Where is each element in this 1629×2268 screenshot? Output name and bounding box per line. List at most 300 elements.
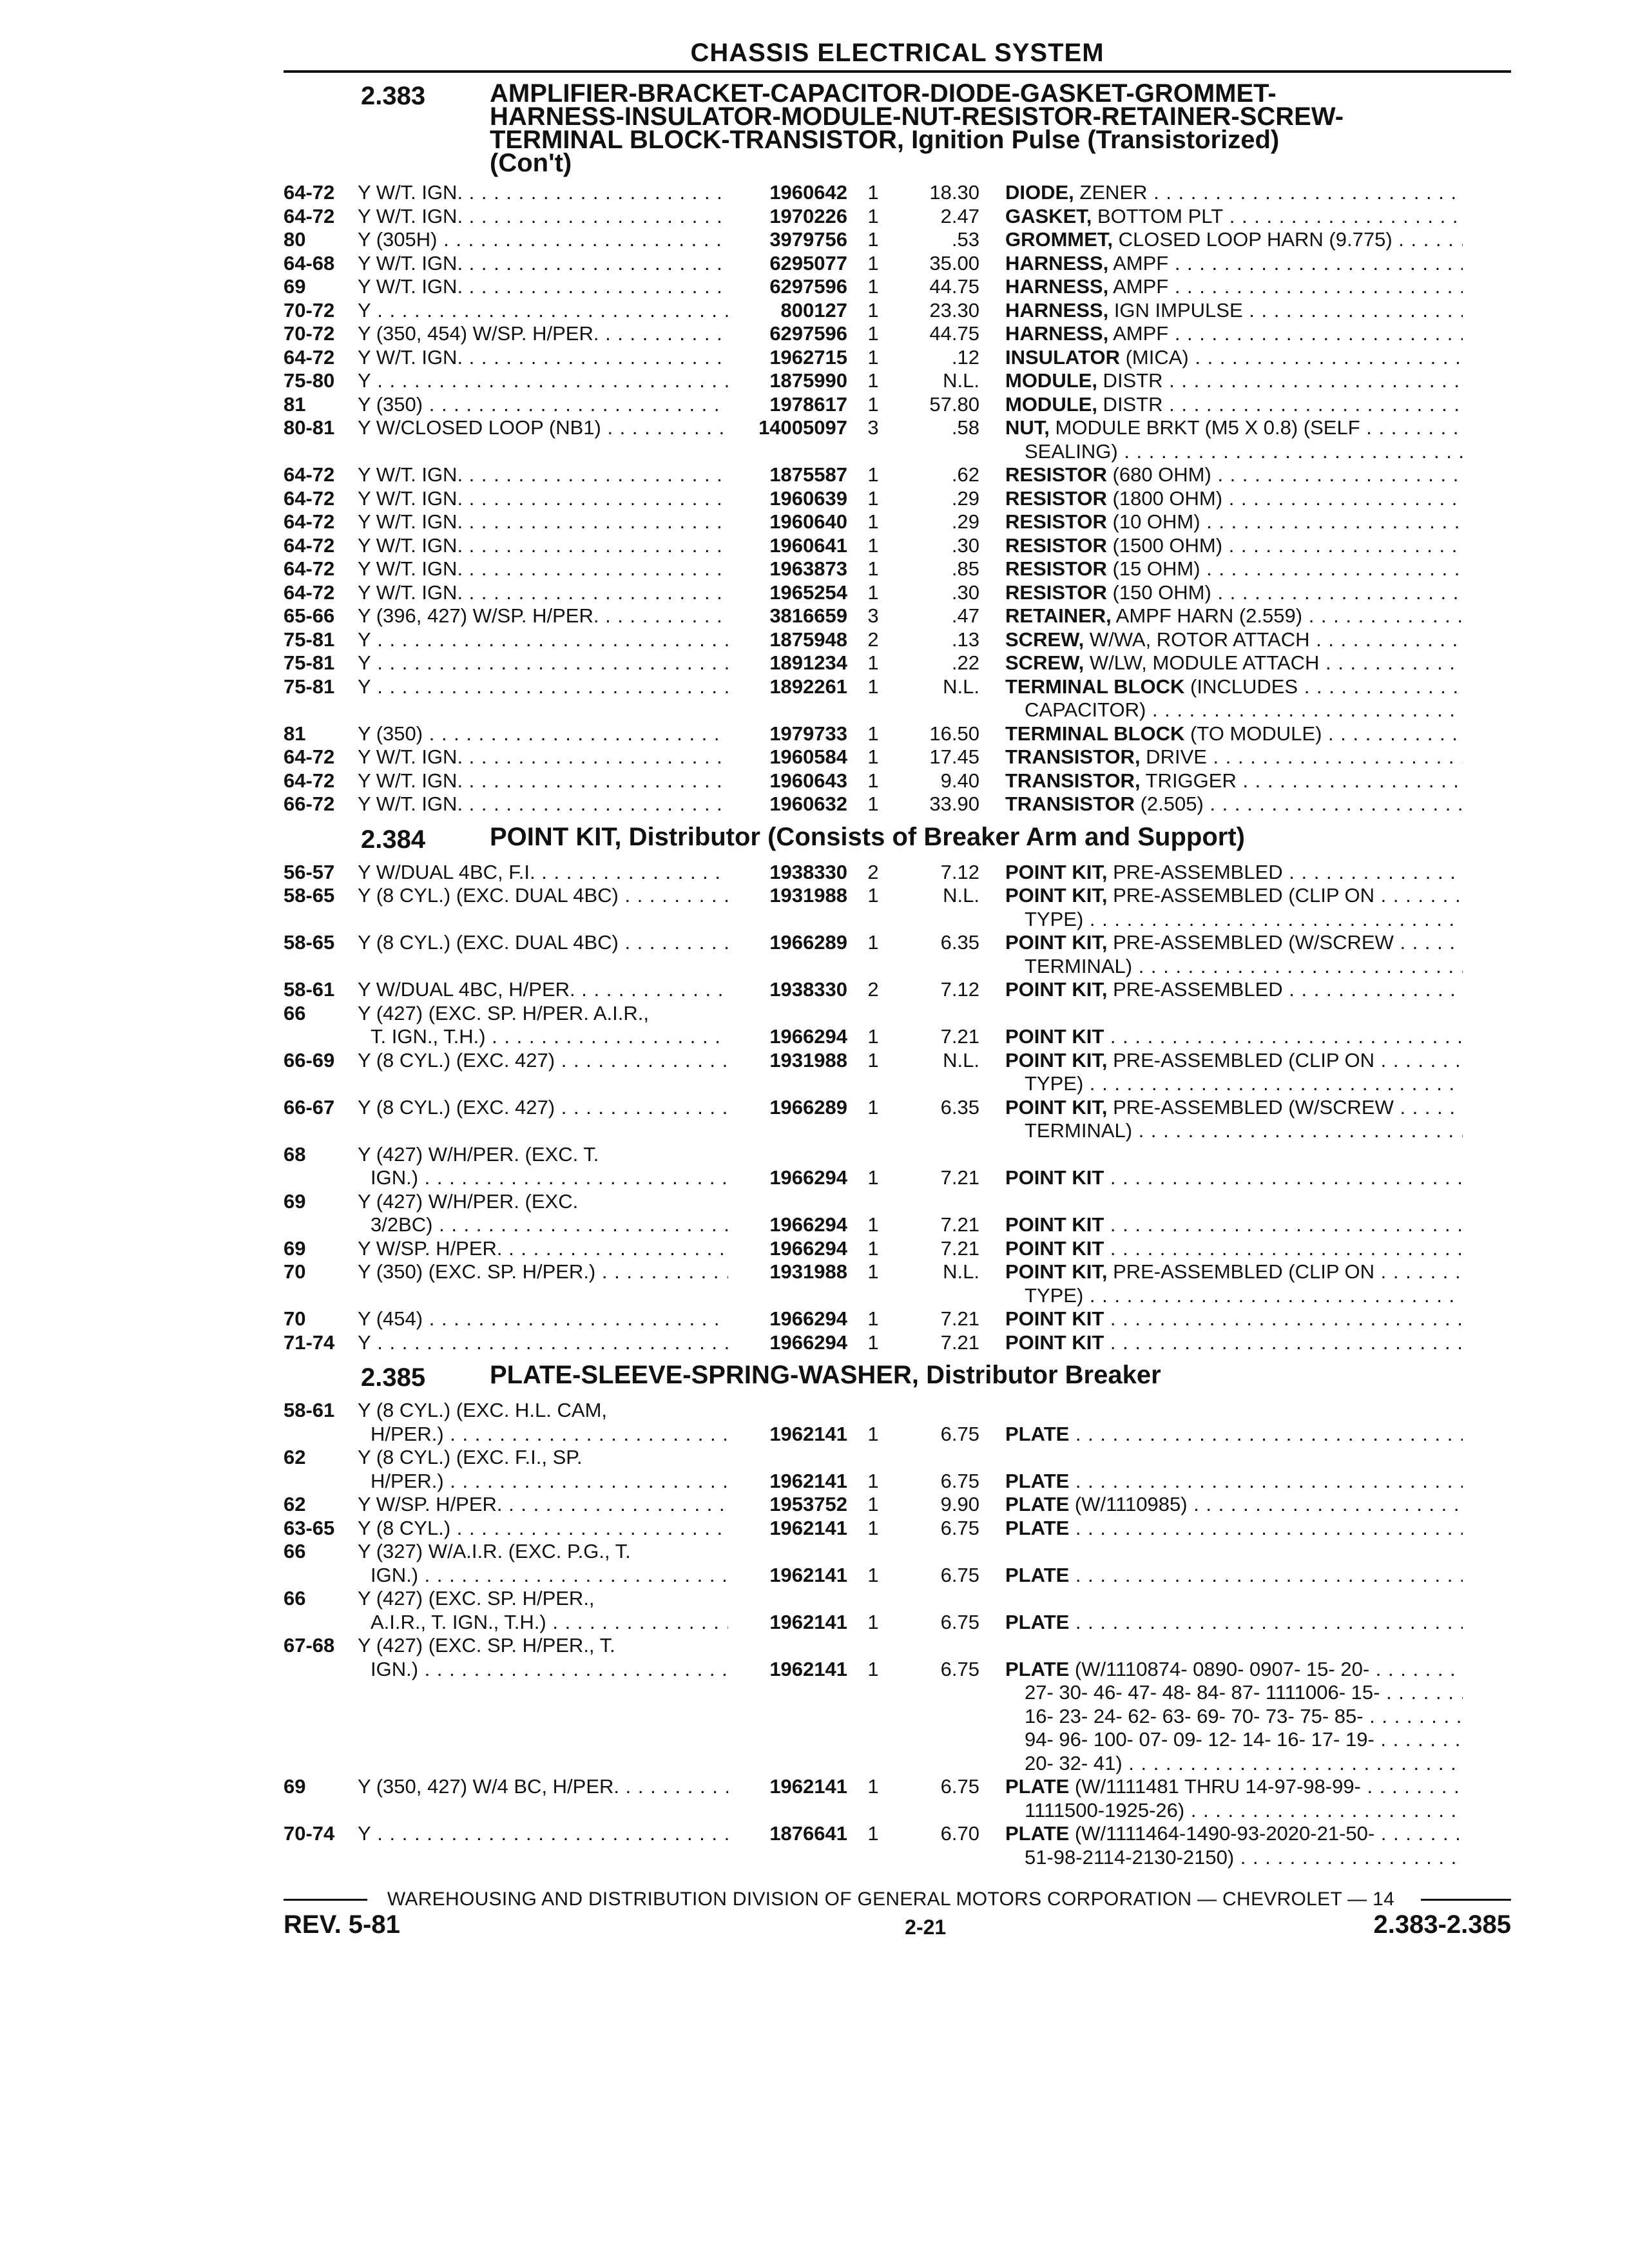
application-line: Y (350, 454) W/SP. H/PER. . . . [358, 322, 728, 346]
application-line: Y W/T. IGN. . . . [358, 205, 728, 229]
application-line: IGN.) . . . [358, 1564, 728, 1588]
description-line [1005, 1260, 1463, 1284]
quantity: 1 [867, 1493, 879, 1515]
model-year: 64-72 [284, 181, 335, 204]
table-row [284, 675, 1511, 722]
description-detail: CAPACITOR) [1025, 698, 1146, 721]
description-detail: (15 OHM) [1106, 557, 1200, 580]
description-line [1005, 322, 1463, 346]
description-detail: PRE-ASSEMBLED [1107, 978, 1283, 1001]
price: .30 [951, 581, 979, 604]
description-keyword: POINT KIT [1005, 1331, 1104, 1354]
table-row [284, 745, 1511, 769]
part-number: 1962141 [769, 1610, 847, 1633]
quantity: 1 [867, 1236, 879, 1260]
description-line [1005, 745, 1463, 769]
description-cell [979, 1587, 1463, 1634]
description-cell [979, 722, 1463, 746]
section-title-line: (Con't) [490, 149, 572, 177]
description-cell [979, 793, 1463, 816]
description-keyword: HARNESS, [1005, 298, 1109, 322]
description-keyword: SCREW, [1005, 628, 1084, 651]
quantity: 1 [867, 557, 879, 580]
section-number: 2.385 [361, 1363, 426, 1392]
quantity: 1 [867, 1469, 879, 1492]
part-number: 1960640 [769, 510, 847, 533]
description-line [1005, 440, 1463, 464]
part-number: 1966289 [769, 1095, 847, 1119]
application-line: IGN.) . . . [358, 1658, 728, 1682]
part-number: 1962141 [769, 1657, 847, 1680]
table-row [284, 1260, 1511, 1307]
part-number: 1891234 [769, 651, 847, 674]
application-line: H/PER.) . . . [358, 1423, 728, 1446]
application-cell [358, 252, 728, 276]
description-line [1005, 769, 1463, 793]
part-number: 1875990 [769, 369, 847, 392]
footer-dash-left [284, 1899, 367, 1901]
price: N.L. [943, 369, 979, 392]
quantity: 1 [867, 486, 879, 510]
table-row [284, 1002, 1511, 1049]
price: 7.21 [940, 1331, 979, 1354]
model-year: 64-72 [284, 533, 335, 557]
quantity: 1 [867, 298, 879, 322]
section-heading [284, 1363, 1511, 1392]
description-detail: TYPE) [1025, 1283, 1084, 1307]
table-row [284, 510, 1511, 534]
table-row [284, 1331, 1511, 1355]
part-number: 6297596 [769, 275, 847, 298]
quantity: 2 [867, 978, 879, 1001]
application-cell [358, 1190, 728, 1237]
price: N.L. [943, 1048, 979, 1072]
description-line [1005, 581, 1463, 605]
model-year: 68 [284, 1142, 306, 1166]
description-keyword: HARNESS, [1005, 275, 1109, 298]
model-year: 65-66 [284, 604, 335, 627]
description-detail: (MICA) [1119, 345, 1189, 369]
parts-table [284, 181, 1511, 816]
footer-dash-right [1421, 1899, 1511, 1901]
description-detail: CLOSED LOOP HARN (9.775) [1113, 228, 1393, 251]
description-detail: TERMINAL) [1025, 954, 1133, 977]
application-cell [358, 793, 728, 816]
application-line: Y W/T. IGN. . . . [358, 181, 728, 205]
part-number: 1892261 [769, 675, 847, 698]
description-detail: AMPF HARN (2.559) [1111, 604, 1303, 627]
description-cell [979, 1237, 1463, 1261]
description-line [1005, 628, 1463, 652]
application-cell [358, 1517, 728, 1541]
description-keyword: RESISTOR [1005, 510, 1107, 533]
description-detail: PRE-ASSEMBLED (CLIP ON [1107, 1048, 1375, 1072]
description-cell [979, 931, 1463, 978]
model-year: 69 [284, 1236, 306, 1260]
description-line [1005, 1213, 1463, 1237]
quantity: 1 [867, 463, 879, 486]
table-row [284, 1096, 1511, 1143]
description-cell [979, 978, 1463, 1002]
table-row [284, 275, 1511, 299]
application-line: Y W/T. IGN. . . . [358, 769, 728, 793]
header-rule [284, 70, 1511, 73]
quantity: 1 [867, 1166, 879, 1189]
section-title [490, 79, 1511, 177]
table-row [284, 769, 1511, 793]
application-cell [358, 1775, 728, 1822]
description-keyword: DIODE, [1005, 181, 1074, 204]
quantity: 2 [867, 628, 879, 651]
price: 23.30 [929, 298, 979, 322]
quantity: 1 [867, 1657, 879, 1680]
footer-page-number: 2-21 [905, 1916, 947, 1939]
price: .47 [951, 604, 979, 627]
quantity: 1 [867, 345, 879, 369]
quantity: 1 [867, 181, 879, 204]
model-year: 70-74 [284, 1822, 335, 1845]
description-keyword: POINT KIT, [1005, 884, 1108, 907]
table-row [284, 299, 1511, 323]
application-line: Y (8 CYL.) (EXC. 427) . . . [358, 1049, 728, 1073]
application-line: Y (427) W/H/PER. (EXC. T. [358, 1142, 599, 1166]
quantity: 1 [867, 1025, 879, 1048]
description-line [1005, 275, 1463, 299]
model-year: 75-81 [284, 675, 335, 698]
price: N.L. [943, 1260, 979, 1283]
footer-revision: REV. 5-81 [284, 1910, 400, 1939]
quantity: 1 [867, 675, 879, 698]
price: 9.90 [940, 1493, 979, 1515]
application-cell [358, 745, 728, 769]
description-line [1005, 861, 1463, 885]
application-line: Y W/T. IGN. . . . [358, 487, 728, 511]
description-keyword: POINT KIT, [1005, 1048, 1108, 1072]
description-keyword: TERMINAL BLOCK [1005, 722, 1185, 745]
application-cell [358, 463, 728, 487]
table-row [284, 581, 1511, 605]
description-cell [979, 1517, 1463, 1541]
price: 16.50 [929, 722, 979, 745]
description-line [1005, 1237, 1463, 1261]
description-line [1005, 1799, 1463, 1823]
price: .12 [951, 345, 979, 369]
description-keyword: RESISTOR [1005, 463, 1107, 486]
section-title-line: AMPLIFIER-BRACKET-CAPACITOR-DIODE-GASKET-GROMMET- [490, 79, 1277, 108]
application-cell [358, 1399, 728, 1446]
table-row [284, 1822, 1511, 1869]
application-line: Y . . . [358, 1822, 728, 1846]
description-keyword: RESISTOR [1005, 486, 1107, 510]
table-row [284, 228, 1511, 252]
description-cell [979, 628, 1463, 652]
price: 6.75 [940, 1516, 979, 1539]
description-detail: (W/1110985) [1069, 1493, 1188, 1515]
description-cell [979, 181, 1463, 205]
description-cell [979, 581, 1463, 605]
application-cell [358, 1540, 728, 1587]
description-keyword: HARNESS, [1005, 322, 1109, 345]
quantity: 1 [867, 510, 879, 533]
description-line [1005, 884, 1463, 908]
table-row [284, 181, 1511, 205]
application-line: IGN.) . . . [358, 1166, 728, 1190]
description-keyword: POINT KIT [1005, 1307, 1104, 1330]
quantity: 1 [867, 322, 879, 345]
table-row [284, 346, 1511, 370]
description-keyword: TRANSISTOR [1005, 793, 1135, 815]
description-cell [979, 369, 1463, 393]
part-number: 1931988 [769, 884, 847, 907]
application-line: Y (8 CYL.) (EXC. DUAL 4BC) . . . [358, 931, 728, 955]
description-cell [979, 861, 1463, 885]
quantity: 1 [867, 1610, 879, 1633]
model-year: 64-72 [284, 745, 335, 768]
table-row [284, 463, 1511, 487]
quantity: 1 [867, 793, 879, 815]
table-row [284, 416, 1511, 463]
table-row [284, 557, 1511, 581]
quantity: 1 [867, 533, 879, 557]
quantity: 1 [867, 1563, 879, 1586]
price: 57.80 [929, 392, 979, 416]
application-cell [358, 861, 728, 885]
description-detail: DISTR [1097, 369, 1163, 392]
description-detail: (1500 OHM) [1106, 533, 1223, 557]
application-line: T. IGN., T.H.) . . . [358, 1025, 728, 1049]
section-number: 2.383 [361, 82, 426, 110]
model-year: 66-69 [284, 1048, 335, 1072]
application-line: Y (350) . . . [358, 722, 728, 746]
table-row [284, 1517, 1511, 1541]
application-cell [358, 205, 728, 229]
model-year: 58-61 [284, 978, 335, 1001]
description-detail: PRE-ASSEMBLED (W/SCREW [1107, 1095, 1394, 1119]
description-keyword: PLATE [1005, 1822, 1070, 1845]
description-cell [979, 1399, 1463, 1446]
part-number: 1938330 [769, 860, 847, 883]
footer-division-text: WAREHOUSING AND DISTRIBUTION DIVISION OF GENERAL MOTORS CORPORATION — CHEVROLET — 14 [387, 1888, 1395, 1910]
application-cell [358, 722, 728, 746]
part-number: 1963873 [769, 557, 847, 580]
price: 6.75 [940, 1775, 979, 1798]
part-number: 1966294 [769, 1331, 847, 1354]
description-cell [979, 1190, 1463, 1237]
description-cell [979, 1002, 1463, 1049]
part-number: 1966294 [769, 1025, 847, 1048]
description-cell [979, 651, 1463, 675]
application-cell [358, 651, 728, 675]
part-number: 1931988 [769, 1048, 847, 1072]
price: .30 [951, 533, 979, 557]
part-number: 1962141 [769, 1775, 847, 1798]
description-line [1005, 1166, 1463, 1190]
table-row [284, 884, 1511, 931]
section-title [490, 1363, 1511, 1392]
application-line: Y W/T. IGN. . . . [358, 252, 728, 276]
application-line: Y (396, 427) W/SP. H/PER. . . . [358, 604, 728, 628]
section-title-line: HARNESS-INSULATOR-MODULE-NUT-RESISTOR-RETAINER-SCREW- [490, 102, 1344, 131]
application-line: Y (427) (EXC. SP. H/PER., T. [358, 1634, 615, 1657]
application-line: Y (8 CYL.) (EXC. DUAL 4BC) . . . [358, 884, 728, 908]
description-cell [979, 346, 1463, 370]
quantity: 1 [867, 931, 879, 954]
application-cell [358, 322, 728, 346]
description-cell [979, 228, 1463, 252]
part-number: 6297596 [769, 322, 847, 345]
part-number: 800127 [780, 298, 847, 322]
part-number: 1876641 [769, 1822, 847, 1845]
part-number: 1978617 [769, 392, 847, 416]
part-number: 1970226 [769, 204, 847, 227]
description-detail: 1111500-1925-26) [1025, 1798, 1185, 1821]
description-line [1005, 487, 1463, 511]
model-year: 66 [284, 1587, 306, 1610]
description-line [1005, 1049, 1463, 1073]
section-title-line: PLATE-SLEEVE-SPRING-WASHER, Distributor Breaker [490, 1361, 1161, 1389]
description-detail: SEALING) [1025, 439, 1118, 463]
table-row [284, 1190, 1511, 1237]
description-detail: PRE-ASSEMBLED (CLIP ON [1107, 1260, 1375, 1283]
price: .62 [951, 463, 979, 486]
application-cell [358, 931, 728, 978]
description-keyword: TRANSISTOR, [1005, 745, 1141, 768]
application-line: Y W/SP. H/PER. . . . [358, 1493, 728, 1517]
model-year: 62 [284, 1493, 306, 1515]
description-cell [979, 1634, 1463, 1775]
description-line [1005, 1284, 1463, 1308]
table-row [284, 861, 1511, 885]
application-cell [358, 675, 728, 722]
description-cell [979, 1493, 1463, 1517]
description-line [1005, 299, 1463, 323]
model-year: 70 [284, 1260, 306, 1283]
description-cell [979, 534, 1463, 558]
description-keyword: PLATE [1005, 1422, 1070, 1445]
description-line [1005, 1775, 1463, 1799]
price: 7.21 [940, 1236, 979, 1260]
price: N.L. [943, 675, 979, 698]
part-number: 1960641 [769, 533, 847, 557]
description-detail: MODULE BRKT (M5 X 0.8) (SELF [1049, 416, 1360, 439]
description-keyword: RESISTOR [1005, 581, 1107, 604]
application-line: Y (8 CYL.) (EXC. F.I., SP. [358, 1446, 583, 1468]
part-number: 1962715 [769, 345, 847, 369]
price: 33.90 [929, 793, 979, 815]
description-cell [979, 393, 1463, 417]
description-cell [979, 205, 1463, 229]
footer-bottom [284, 1910, 1511, 1939]
model-year: 56-57 [284, 860, 335, 883]
quantity: 1 [867, 1095, 879, 1119]
application-cell [358, 534, 728, 558]
sections-container [284, 79, 1511, 1869]
model-year: 69 [284, 1189, 306, 1213]
description-detail: IGN IMPULSE [1108, 298, 1243, 322]
application-cell [358, 1143, 728, 1190]
part-number: 1966294 [769, 1166, 847, 1189]
model-year: 64-72 [284, 204, 335, 227]
part-number: 1965254 [769, 581, 847, 604]
application-line: Y . . . [358, 299, 728, 323]
table-row [284, 722, 1511, 746]
section-title-line: POINT KIT, Distributor (Consists of Breaker Arm and Support) [490, 822, 1245, 851]
application-line: Y W/CLOSED LOOP (NB1) . . . [358, 416, 728, 440]
description-keyword: PLATE [1005, 1493, 1070, 1515]
description-cell [979, 1775, 1463, 1822]
model-year: 58-65 [284, 884, 335, 907]
model-year: 70-72 [284, 298, 335, 322]
model-year: 66 [284, 1540, 306, 1562]
description-detail: AMPF [1108, 275, 1169, 298]
table-row [284, 322, 1511, 346]
price: 44.75 [929, 322, 979, 345]
price: 7.12 [940, 978, 979, 1001]
description-keyword: GROMMET, [1005, 228, 1113, 251]
part-number: 1962141 [769, 1422, 847, 1445]
model-year: 75-81 [284, 628, 335, 651]
section-number: 2.384 [361, 825, 426, 854]
quantity: 1 [867, 581, 879, 604]
description-line [1005, 1025, 1463, 1049]
description-line [1005, 1072, 1463, 1096]
application-cell [358, 1237, 728, 1261]
description-line [1005, 181, 1463, 205]
application-line: Y W/T. IGN. . . . [358, 745, 728, 769]
part-number: 1938330 [769, 978, 847, 1001]
parts-table [284, 1399, 1511, 1869]
part-number: 1962141 [769, 1469, 847, 1492]
model-year: 80 [284, 228, 306, 251]
description-keyword: TERMINAL BLOCK [1005, 675, 1185, 698]
quantity: 3 [867, 604, 879, 627]
description-line [1005, 1564, 1463, 1588]
description-line [1005, 1846, 1463, 1870]
description-line [1005, 1658, 1463, 1682]
table-row [284, 604, 1511, 628]
description-cell [979, 1260, 1463, 1307]
application-cell [358, 1307, 728, 1331]
application-line: Y (8 CYL.) . . . [358, 1517, 728, 1541]
quantity: 1 [867, 1307, 879, 1330]
part-number: 1875587 [769, 463, 847, 486]
price: 6.75 [940, 1563, 979, 1586]
price: .29 [951, 510, 979, 533]
part-number: 1953752 [769, 1493, 847, 1515]
description-line [1005, 346, 1463, 370]
application-cell [358, 346, 728, 370]
application-line: Y (327) W/A.I.R. (EXC. P.G., T. [358, 1540, 631, 1562]
description-line [1005, 510, 1463, 534]
application-line: Y W/T. IGN. . . . [358, 793, 728, 816]
description-cell [979, 510, 1463, 534]
description-detail: DISTR [1097, 392, 1163, 416]
table-row [284, 1493, 1511, 1517]
description-line [1005, 698, 1463, 722]
description-detail: DRIVE [1140, 745, 1207, 768]
application-cell [358, 769, 728, 793]
application-line: H/PER.) . . . [358, 1470, 728, 1494]
table-row [284, 1446, 1511, 1493]
price: 6.35 [940, 1095, 979, 1119]
description-detail: W/WA, ROTOR ATTACH [1084, 628, 1310, 651]
model-year: 75-80 [284, 369, 335, 392]
description-keyword: POINT KIT, [1005, 1260, 1108, 1283]
application-line: Y . . . [358, 1331, 728, 1355]
table-row [284, 1399, 1511, 1446]
price: N.L. [943, 884, 979, 907]
description-detail: ZENER [1074, 181, 1148, 204]
